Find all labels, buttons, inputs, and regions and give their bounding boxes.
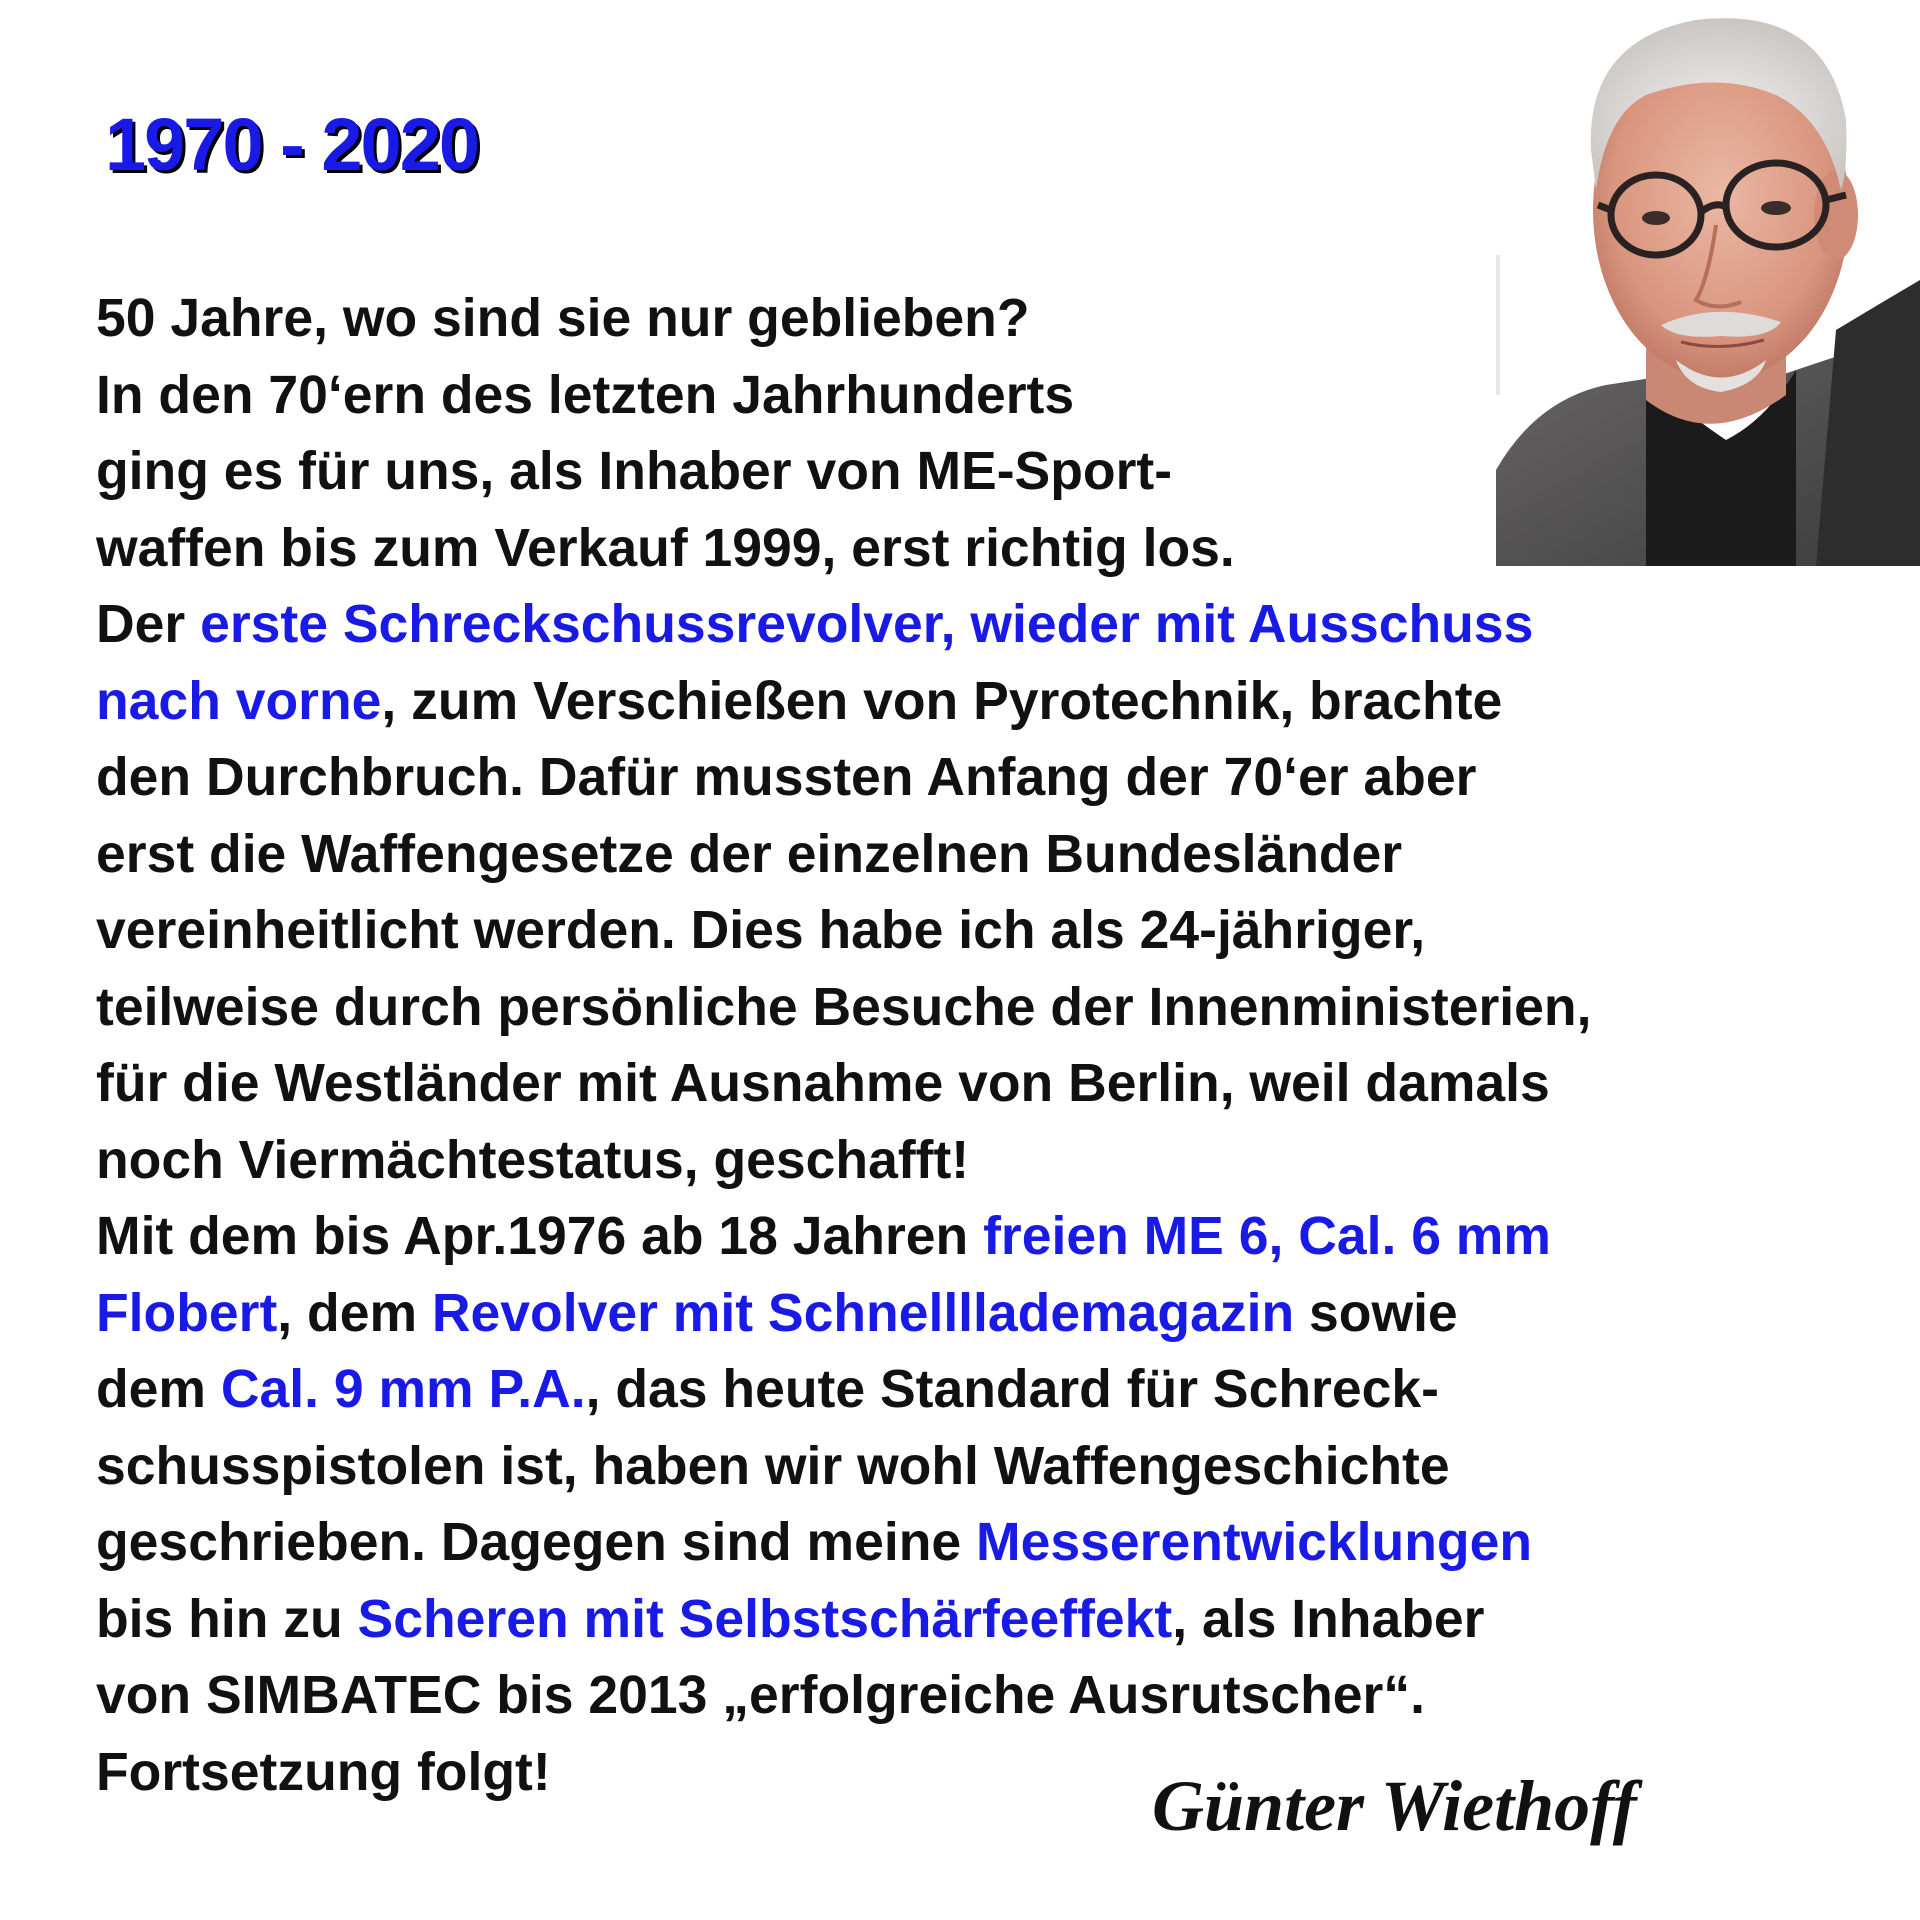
highlighted-text: nach vorne [96,671,382,731]
text-line [96,358,1896,435]
text-line [96,511,1896,588]
highlighted-text: freien ME 6, Cal. 6 mm [983,1207,1551,1266]
text-line [96,740,1896,817]
highlighted-text: Scheren mit Selbstschärfeeffekt [357,1589,1173,1649]
text-line [96,664,1896,741]
text-line [96,1582,1896,1659]
text-line [96,587,1896,664]
author-signature: Günter Wiethoff [1152,1766,1637,1846]
text-segment: waffen bis zum Verkauf 1999, erst richtig los. [96,518,1235,578]
highlighted-text: Flobert [96,1283,278,1343]
text-segment: schusspistolen ist, haben wir wohl Waffengeschichte [96,1436,1450,1496]
text-line [96,1276,1896,1353]
text-segment: vereinheitlicht werden. Dies habe ich als 24-jähriger, [96,901,1426,960]
text-segment: , als Inhaber [1172,1589,1485,1649]
text-line [96,970,1896,1047]
highlighted-text: Messerentwicklungen [976,1513,1533,1572]
text-line [96,1352,1896,1429]
highlighted-text: Cal. 9 mm P.A. [220,1360,586,1419]
text-line [96,893,1896,970]
text-line [96,1658,1896,1735]
text-line [96,434,1896,511]
text-line [96,281,1896,358]
text-line [96,817,1896,894]
text-segment: noch Viermächtestatus, geschafft! [96,1130,970,1190]
highlighted-text: erste Schreckschussrevolver, wieder mit Ausschuss [200,595,1534,654]
page-title: 1970 - 2020 [105,103,479,186]
text-line [96,1199,1896,1276]
text-segment: , zum Verschießen von Pyrotechnik, brachte [381,671,1503,731]
text-segment: erst die Waffengesetze der einzelnen Bundesländer [96,824,1403,884]
text-segment: , das heute Standard für Schreck- [585,1360,1439,1419]
text-line [96,1123,1896,1200]
text-segment: den Durchbruch. Dafür mussten Anfang der 70‘er aber [96,748,1477,807]
text-line [96,1429,1896,1506]
body-text [96,281,1896,1811]
text-line [96,1046,1896,1123]
highlighted-text: Revolver mit Schnellllademagazin [431,1283,1295,1343]
text-segment: dem [96,1360,221,1419]
text-segment: Fortsetzung folgt! [96,1742,551,1802]
text-segment: Der [96,595,201,654]
text-segment: , dem [277,1283,432,1343]
text-segment: bis hin zu [96,1589,358,1649]
text-segment: ging es für uns, als Inhaber von ME-Sport- [96,442,1173,501]
text-segment: 50 Jahre, wo sind sie nur geblieben? [96,289,1030,348]
text-segment: In den 70‘ern des letzten Jahrhunderts [96,365,1075,425]
text-segment: von SIMBATEC bis 2013 „erfolgreiche Ausrutscher“. [96,1666,1425,1725]
text-line [96,1505,1896,1582]
text-segment: geschrieben. Dagegen sind meine [96,1513,977,1572]
text-segment: sowie [1294,1283,1458,1343]
text-segment: teilweise durch persönliche Besuche der Innenministerien, [96,977,1592,1037]
text-segment: für die Westländer mit Ausnahme von Berlin, weil damals [96,1054,1550,1113]
text-segment: Mit dem bis Apr.1976 ab 18 Jahren [96,1207,984,1266]
